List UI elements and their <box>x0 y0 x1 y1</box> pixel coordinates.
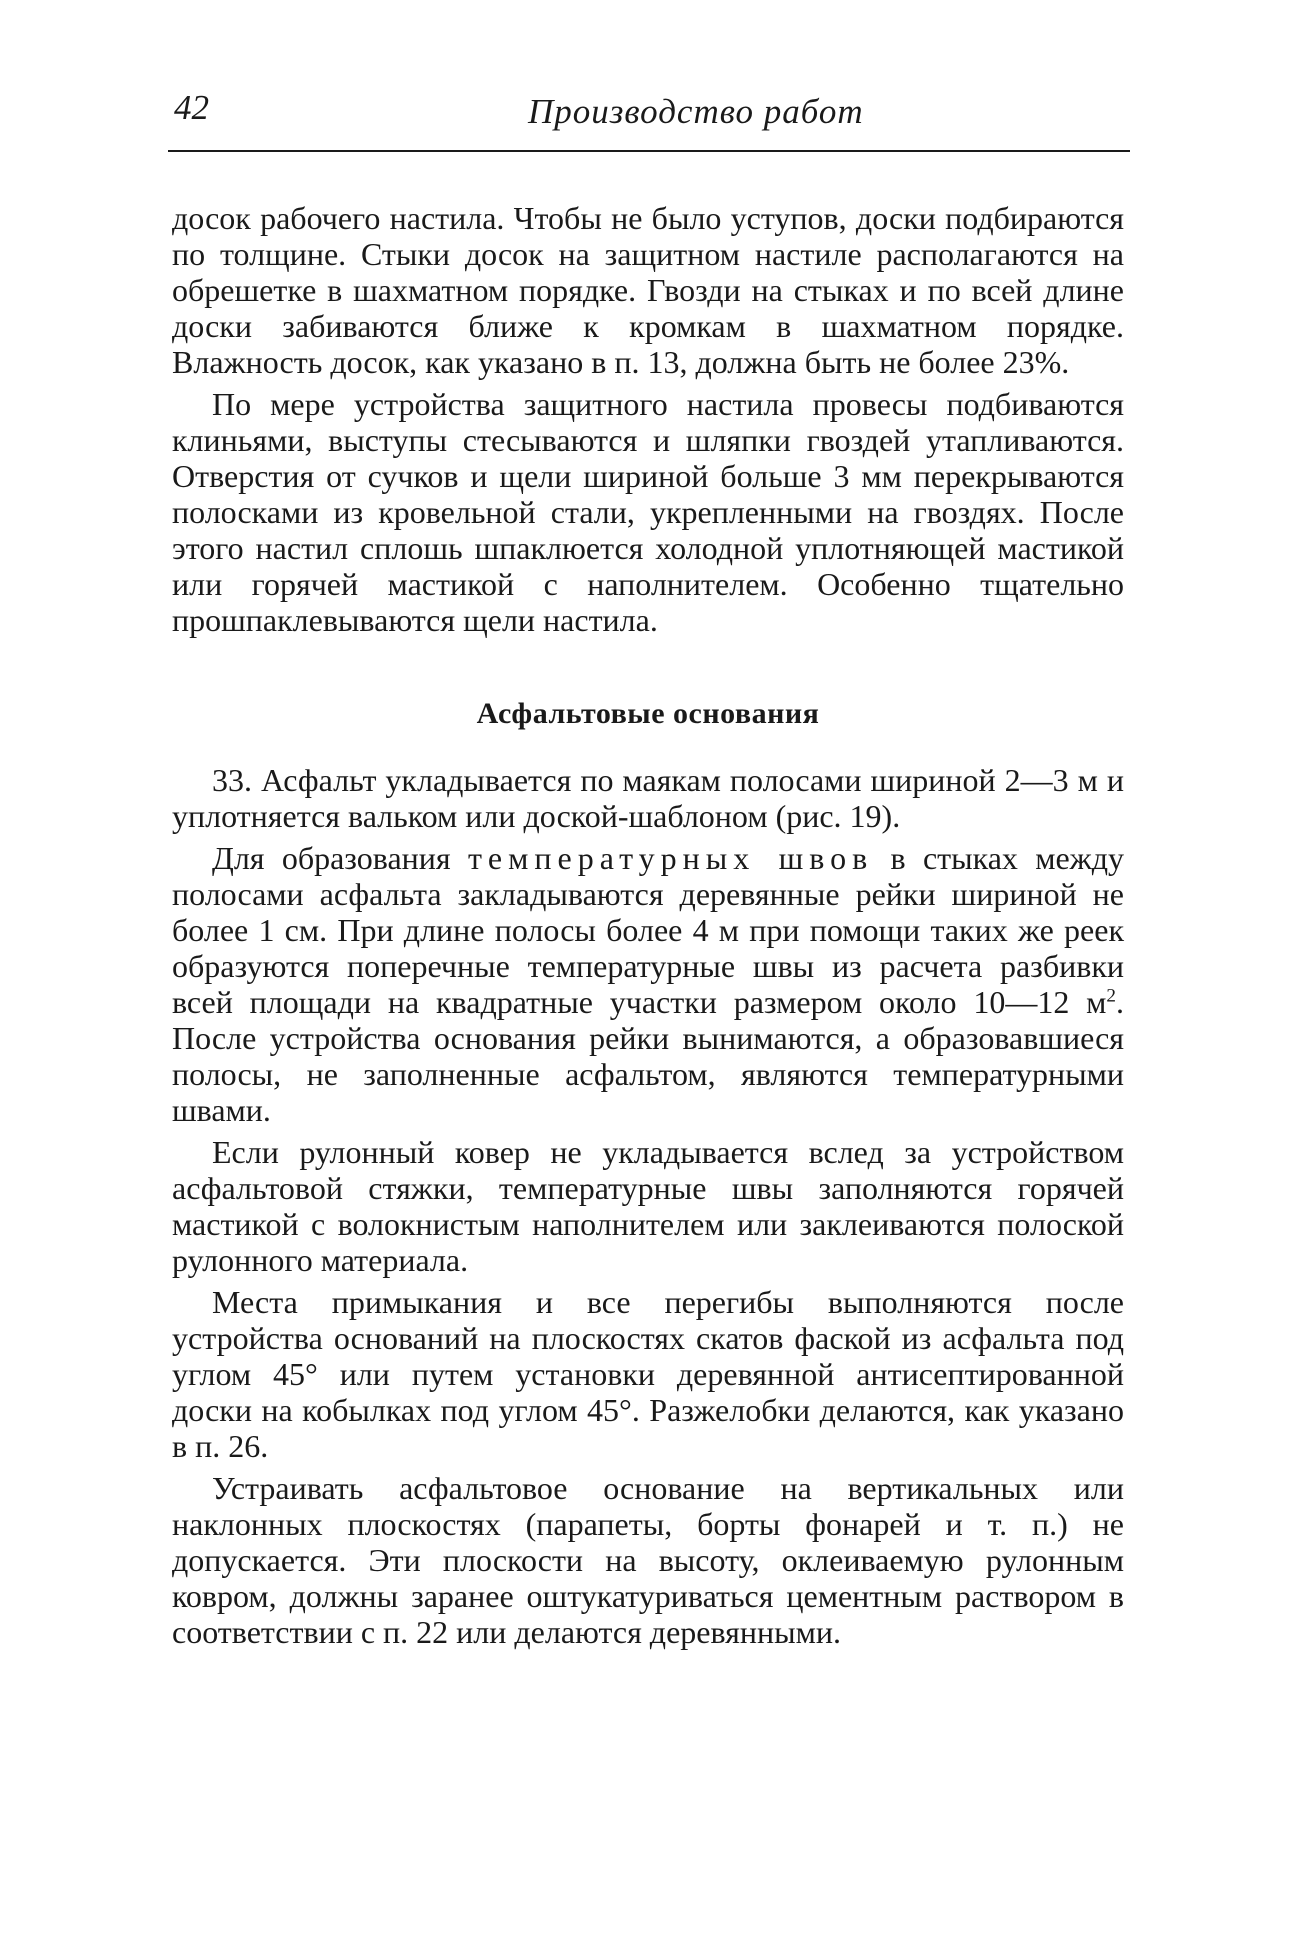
running-head <box>168 88 1130 144</box>
paragraph-temperature-joints <box>172 840 1124 1128</box>
paragraph-continued: досок рабочего настила. Чтобы не было уступов, доски подбираются по толщине. Стыки досок на защитном настиле располагаются на обрешетке в шахматном порядке. Гвозди на стыках и по всей длине доски забиваются ближе к кромкам в шахматном порядке. Влажность досок, как указано в п. 13, должна быть не более 23%. <box>172 200 1124 380</box>
paragraph-body-text: в стыках между полосами асфальта закладываются деревянные рейки шириной не более 1 см. При длине полосы более 4 м при помощи таких же реек образуются поперечные температурные швы из расчета разбивки всей площади на квадратные участки размером около 10—12 м <box>172 840 1125 1020</box>
paragraph-vertical-surfaces: Устраивать асфальтовое основание на вертикальных или наклонных плоскостях (парапеты, борты фонарей и т. п.) не допускается. Эти плоскости на высоту, оклеиваемую рулонным ковром, должны заранее оштукатуриваться цементным раствором в соответствии с п. 22 или делаются деревянными. <box>172 1470 1124 1650</box>
paragraph-junctions: Места примыкания и все перегибы выполняются после устройства оснований на плоскостях скатов фаской из асфальта под углом 45° или путем установки деревянной антисептированной доски на кобылках под углом 45°. Разжелобки делаются, как указано в п. 26. <box>172 1284 1124 1464</box>
superscript-unit: 2 <box>1106 985 1116 1007</box>
page-number: 42 <box>174 88 209 127</box>
section-heading: Асфальтовые основания <box>476 697 820 730</box>
paragraph-lead-text: Для образования <box>212 840 451 876</box>
paragraph-roll-carpet: Если рулонный ковер не укладывается вслед за устройством асфальтовой стяжки, температурные швы заполняются горячей мастикой с волокнистым наполнителем или заклеиваются полоской рулонного материала. <box>172 1134 1124 1278</box>
running-title: Производство работ <box>528 92 864 131</box>
paragraph-end-text: . После устройства основания рейки вынимаются, а образовавшиеся полосы, не заполненные асфальтом, являются температурными швами. <box>172 984 1124 1128</box>
paragraph-protective-deck: По мере устройства защитного настила провесы подбиваются клиньями, выступы стесываются и шляпки гвоздей утапливаются. Отверстия от сучков и щели шириной больше 3 мм перекрываются полосками из кровельной стали, укрепленными на гвоздях. После этого настил сплошь шпаклюется холодной уплотняющей мастикой или горячей мастикой с наполнителем. Особенно тщательно прошпаклевываются щели настила. <box>172 386 1124 638</box>
header-rule <box>168 150 1130 152</box>
paragraph-33: 33. Асфальт укладывается по маякам полосами шириной 2—3 м и уплотняется вальком или доской-шаблоном (рис. 19). <box>172 762 1124 834</box>
spaced-emphasis-term: температурных швов <box>467 840 874 876</box>
body-text <box>172 200 1124 1650</box>
